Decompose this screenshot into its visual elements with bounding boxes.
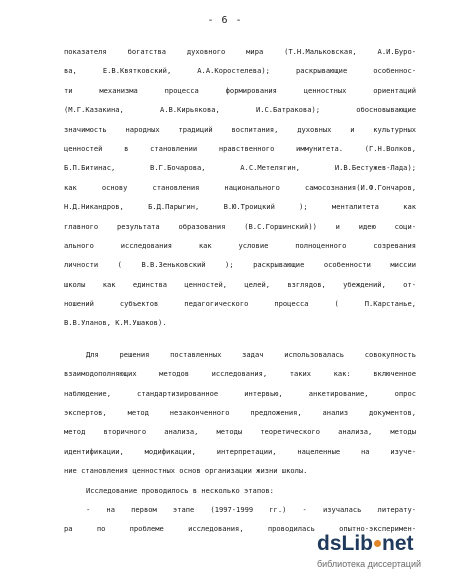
text-line: идентификации, модификации, интерпретации, нацеленные на изуче- [64, 446, 416, 456]
text-line: Н.Д.Никандров, Б.Д.Парыгин, В.Ю.Троицкий ); менталитета как [64, 202, 416, 212]
text-line: В.В.Уланов, К.М.Ушаков). [64, 318, 167, 328]
text-line: значимость народных традиций воспитания, духовных и культурных [64, 124, 416, 134]
body-text [64, 42, 416, 539]
text-line: ра по проблеме исследования, проводилась опытно-эксперимен- [64, 524, 416, 534]
text-line: метод вторичного анализа, методы теоретического анализа, методы [64, 427, 416, 437]
text-line: школы как единства ценностей, целей, взглядов, убеждений, от- [64, 279, 416, 289]
text-line: показателя богатства духовного мира (Т.Н.Мальковская, А.И.Буро- [64, 47, 416, 56]
text-line: Для решения поставленных задач использовалась совокупность [86, 349, 416, 359]
page-number: - 6 - [207, 15, 243, 26]
text-line: главного результата образования (В.С.Горшинский)) и идею соци- [64, 221, 416, 231]
text-line: Исследование проводилось в несколько этапов: [86, 485, 274, 495]
text-line: ти механизма процесса формирования ценностных ориентаций [64, 85, 416, 95]
text-line: взаимодополняющих методов исследования, таких как: включенное [64, 369, 416, 379]
text-line: экспертов, метод незаконченного предложения, анализ документов, [64, 408, 416, 418]
watermark-logo-left: dsLib [317, 532, 373, 555]
text-line: личности ( В.В.Зеньковский ); раскрывающие особенности миссии [64, 260, 416, 270]
text-line: Б.П.Битинас, В.Г.Бочарова, А.С.Метелягин, И.В.Бестужев-Лада); [64, 163, 416, 173]
text-line: ношений субъектов педагогического процесса ( П.Карстанье, [64, 299, 416, 309]
text-line: ценностей в становлении нравственного иммунитета. (Г.Н.Волков, [64, 143, 416, 153]
text-line: - на первом этапе (1997-1999 гг.) - изучалась литерату- [86, 504, 416, 514]
text-line: ние становления ценностных основ организации жизни школы. [64, 466, 308, 476]
text-line: как основу становления национального самосознания(И.Ф.Гончаров, [64, 182, 416, 192]
watermark-logo [317, 532, 414, 556]
text-line: наблюдение, стандартизированное интервью, анкетирование, опрос [64, 388, 416, 398]
dot-icon [374, 540, 381, 547]
text-line: (М.Г.Казакина, А.В.Кирьякова, И.С.Батракова); обосновывающие [64, 105, 416, 115]
text-line: ва, Е.В.Квятковский, А.А.Коростелева); раскрывающие особеннос- [64, 66, 416, 76]
watermark [317, 532, 450, 578]
text-line: ального исследования как условие полноценного созревания [64, 240, 416, 250]
watermark-logo-right: net [382, 532, 414, 555]
watermark-subtitle: библиотека диссертаций [317, 559, 422, 569]
